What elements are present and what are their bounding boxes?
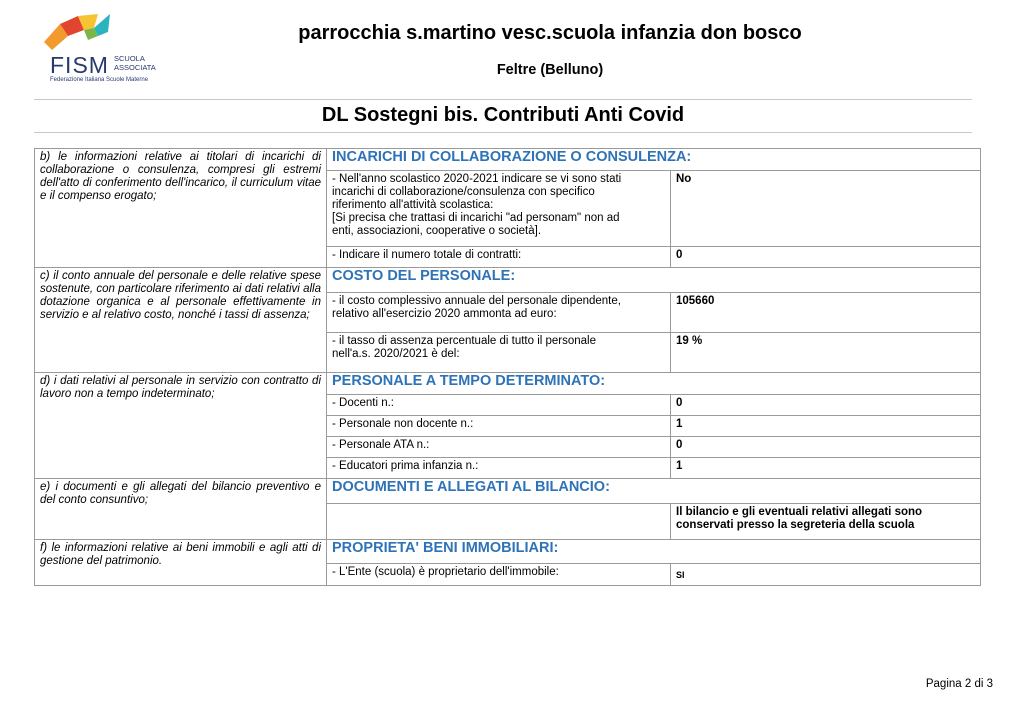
answer-line: conservati presso la segreteria della scuola [676,519,915,531]
group-description: c) il conto annuale del personale e delle relative spese sostenute, con particolare riferimento ai dati relativi alla dotazione organica e al personale effettivamente in servizio e al relativo costo, nonché i tassi di assenza; [35,268,327,373]
answer-cell [671,395,981,416]
logo-sub-line1: SCUOLA [114,54,145,63]
group-heading-row [35,479,981,504]
question-line: riferimento all'attività scolastica: [332,199,494,211]
answer-value: 0 [676,439,683,451]
answer-value: 0 [676,397,683,409]
question-cell [327,333,671,373]
question-line: - Nell'anno scolastico 2020-2021 indicare se vi sono stati [332,173,622,185]
answer-value: 0 [676,249,683,261]
group-heading-row [35,149,981,171]
question-cell [327,416,671,437]
question-line: - il costo complessivo annuale del personale dipendente, [332,295,621,307]
question-line: incarichi di collaborazione/consulenza con specifico [332,186,595,198]
logo-federation: Federazione Italiana Scuole Materne [50,77,149,83]
question-line: - L'Ente (scuola) è proprietario dell'immobile: [332,566,559,578]
question-line: - Indicare il numero totale di contratti: [332,249,522,261]
logo-brand: FISM [50,52,109,78]
answer-value: 105660 [676,295,715,307]
group-heading: PROPRIETA' BENI IMMOBILIARI: [327,540,981,564]
answer-cell [671,293,981,333]
group-description: b) le informazioni relative ai titolari di incarichi di collaborazione o consulenza, compresi gli estremi dell'atto di conferimento dell'incarico, il curriculum vitae e il compenso erogato; [35,149,327,268]
question-line: - Educatori prima infanzia n.: [332,460,479,472]
table-body [35,149,981,586]
question-line: relativo all'esercizio 2020 ammonta ad euro: [332,308,557,320]
page-number: Pagina 2 di 3 [925,678,993,690]
question-line: - Docenti n.: [332,397,394,409]
group-heading: INCARICHI DI COLLABORAZIONE O CONSULENZA: [327,149,981,171]
question-line: nell'a.s. 2020/2021 è del: [332,348,460,360]
section-title: DL Sostegni bis. Contributi Anti Covid [321,104,685,126]
group-heading-row [35,268,981,293]
question-line: - Personale non docente n.: [332,418,474,430]
answer-value: 1 [676,460,683,472]
group-heading-row [35,540,981,564]
group-description: e) i documenti e gli allegati del bilancio preventivo e del conto consuntivo; [35,479,327,540]
answer-cell [671,504,981,540]
question-cell [327,504,671,540]
group-heading: PERSONALE A TEMPO DETERMINATO: [327,373,981,395]
answer-value: 1 [676,418,683,430]
question-cell [327,293,671,333]
answer-cell [671,458,981,479]
question-line: - Personale ATA n.: [332,439,430,451]
answer-cell [671,171,981,247]
question-line: enti, associazioni, cooperative o società]. [332,225,542,237]
header-divider-bottom [34,132,972,133]
group-heading-row [35,373,981,395]
question-cell [327,395,671,416]
question-cell [327,564,671,586]
group-description: f) le informazioni relative ai beni immobili e agli atti di gestione del patrimonio. [35,540,327,586]
group-description: d) i dati relativi al personale in servizio con contratto di lavoro non a tempo indeterminato; [35,373,327,479]
question-cell [327,247,671,268]
header-divider-top [34,99,972,100]
answer-value: No [676,173,692,185]
question-line: - il tasso di assenza percentuale di tutto il personale [332,335,597,347]
answer-cell [671,333,981,373]
answer-cell [671,247,981,268]
group-heading: COSTO DEL PERSONALE: [327,268,981,293]
logo-subtitle [114,54,156,72]
answer-cell [671,564,981,586]
fism-logo [38,14,173,86]
group-heading: DOCUMENTI E ALLEGATI AL BILANCIO: [327,479,981,504]
fism-logo-mark [38,14,118,56]
school-name: parrocchia s.martino vesc.scuola infanzia don bosco [298,22,802,44]
school-city: Feltre (Belluno) [496,62,604,78]
question-cell [327,458,671,479]
question-cell [327,437,671,458]
answer-cell [671,416,981,437]
answer-value: SI [676,570,685,580]
disclosure-table [34,148,981,586]
answer-value: 19 % [676,335,703,347]
answer-cell [671,437,981,458]
question-line: [Si precisa che trattasi di incarichi "ad personam" non ad [332,212,620,224]
answer-line: Il bilancio e gli eventuali relativi allegati sono [676,506,923,518]
question-cell [327,171,671,247]
logo-sub-line2: ASSOCIATA [114,63,156,72]
